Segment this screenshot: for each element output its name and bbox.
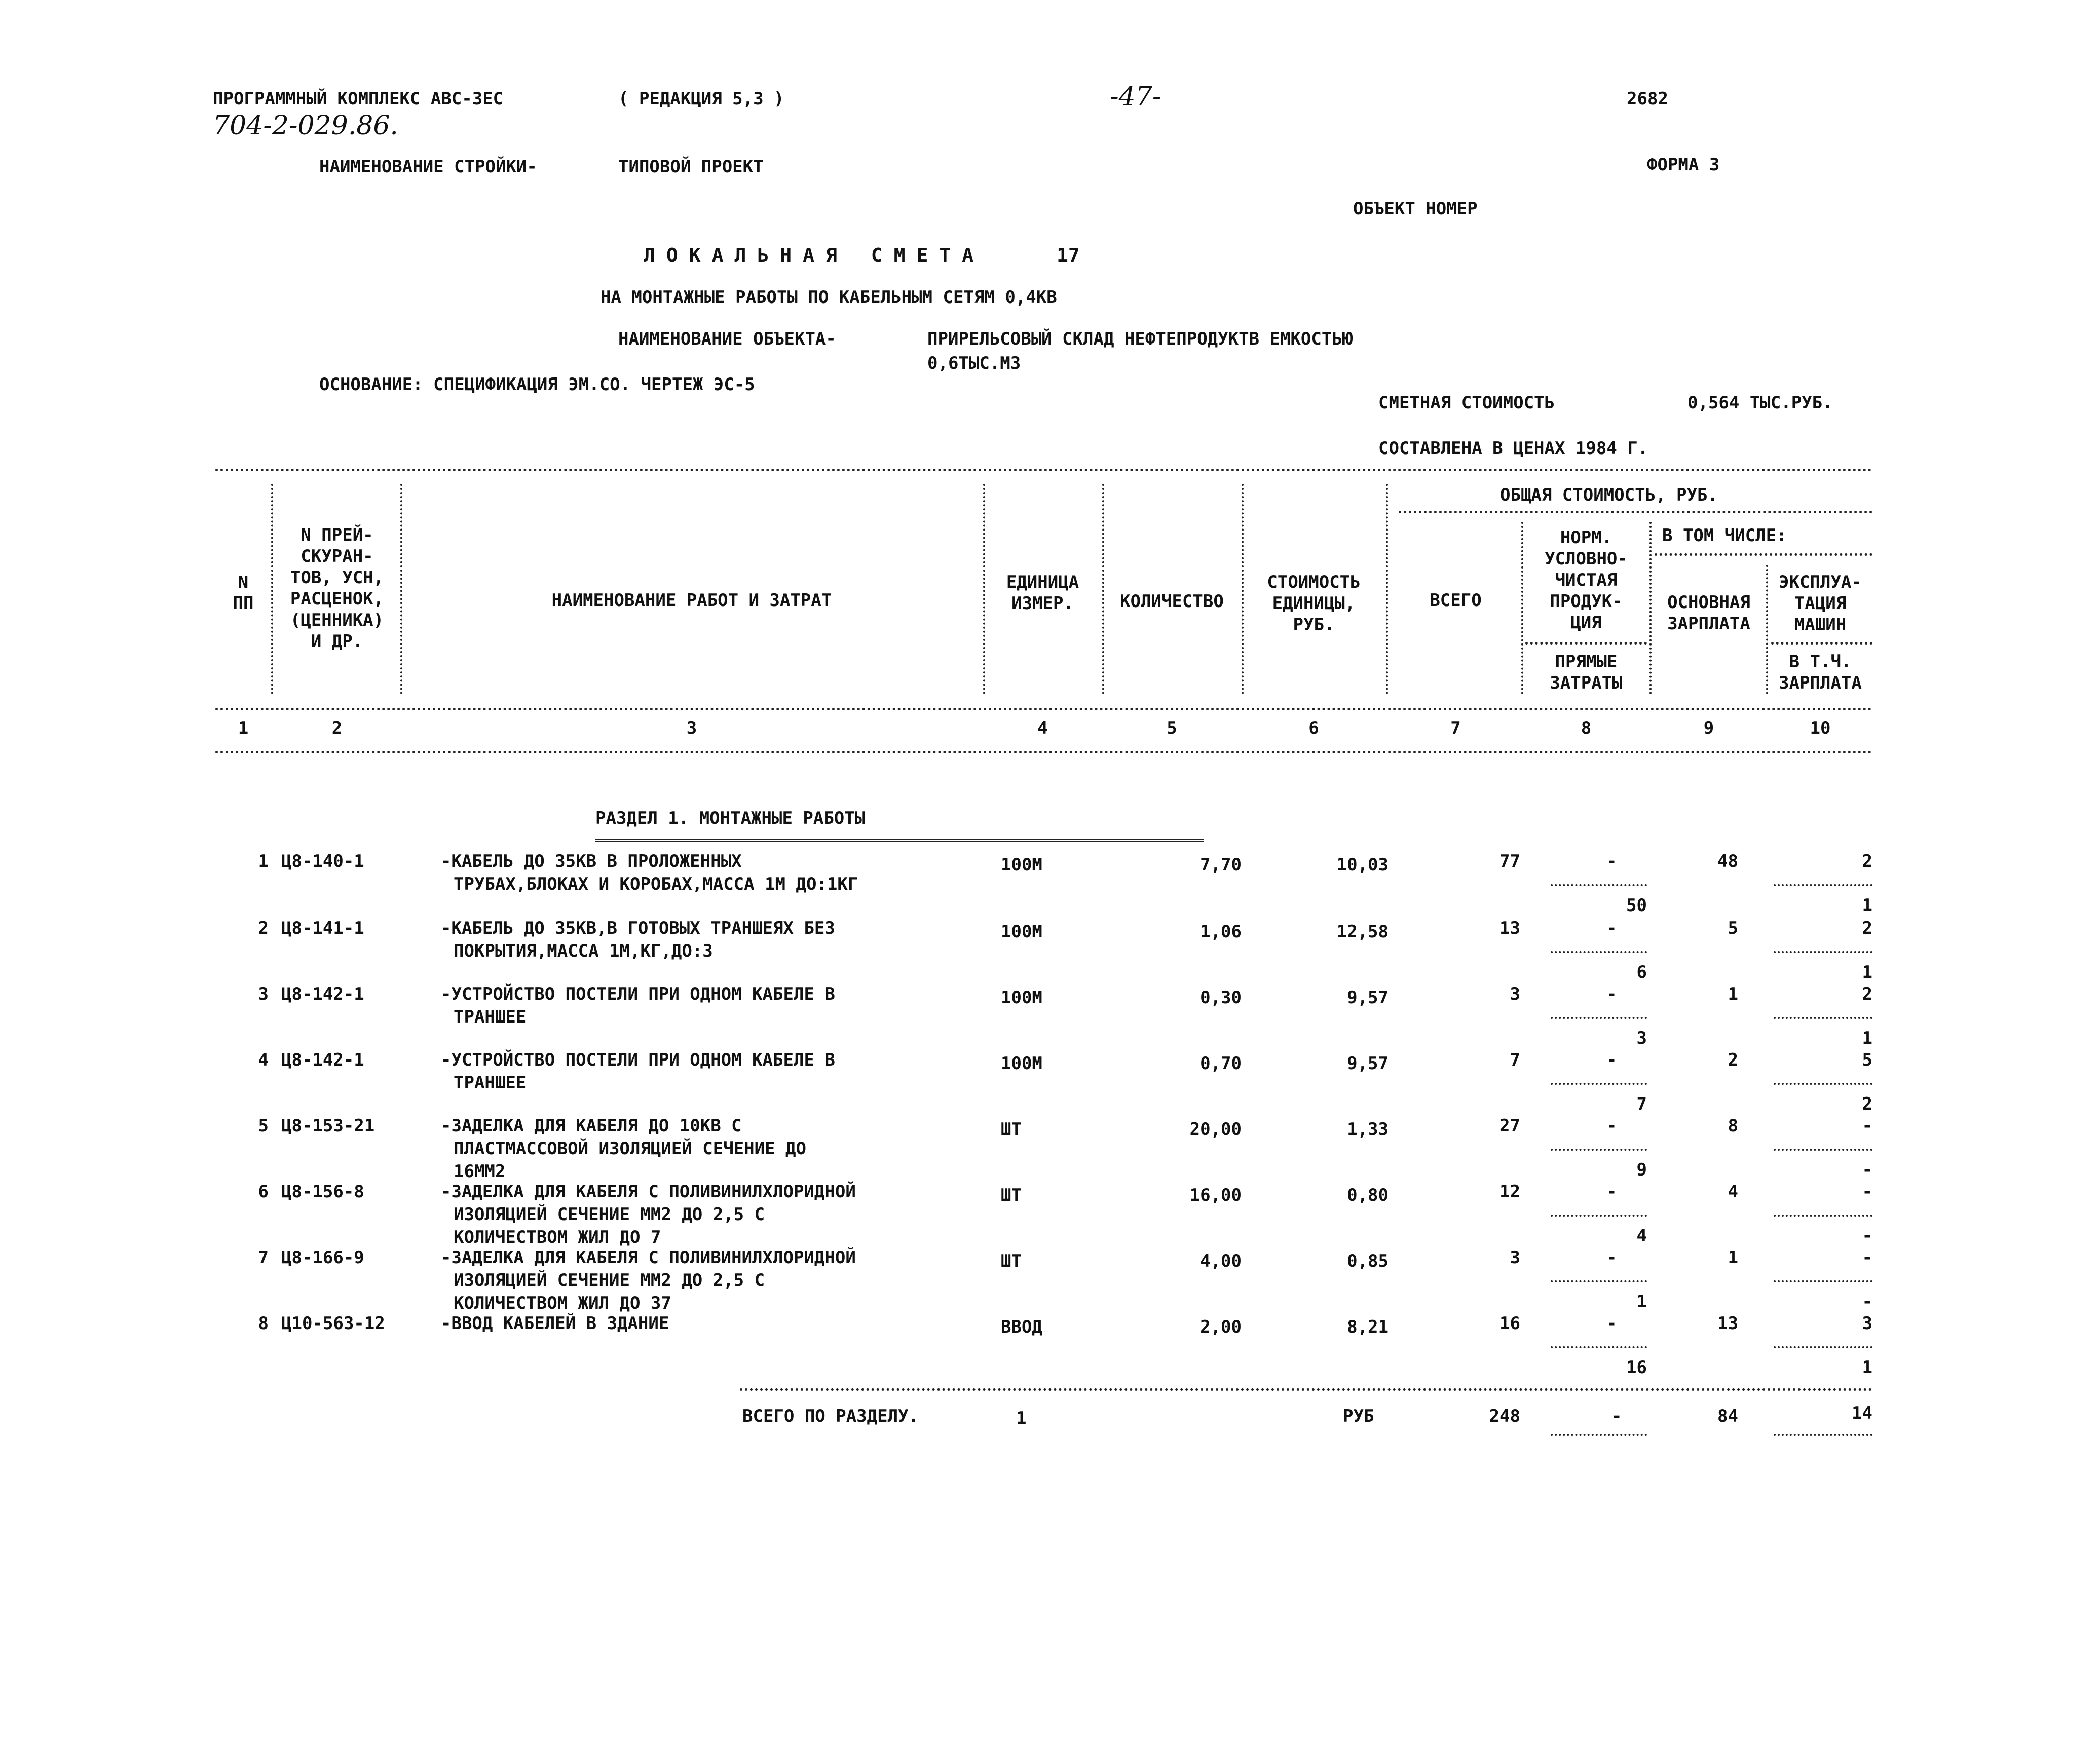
col-header-8b bbox=[1525, 651, 1647, 694]
form-number: ФОРМА 3 bbox=[1647, 155, 1720, 175]
row-number: 7 bbox=[258, 1247, 269, 1268]
document-title: ЛОКАЛЬНАЯ СМЕТА bbox=[644, 244, 985, 267]
row-unit-price: 10,03 bbox=[1336, 855, 1389, 875]
row-c8-rule bbox=[1551, 951, 1647, 953]
section-title-underline bbox=[595, 839, 1204, 842]
row-c10b: 1 bbox=[1862, 962, 1872, 982]
row-c8: - bbox=[1606, 1116, 1617, 1136]
section-total-c10: 14 bbox=[1852, 1403, 1872, 1423]
row-number: 3 bbox=[258, 984, 269, 1004]
row-name-line: -ВВОД КАБЕЛЕЙ В ЗДАНИЕ bbox=[441, 1313, 669, 1334]
section-total-c10-rule bbox=[1774, 1434, 1872, 1436]
handwritten-reference: 704-2-029.86. bbox=[213, 110, 398, 141]
col-header-2-line: ТОВ, УСН, bbox=[290, 567, 384, 588]
document-code: 2682 bbox=[1627, 89, 1668, 109]
row-c8b: 7 bbox=[1636, 1094, 1647, 1114]
row-quantity: 0,30 bbox=[1200, 988, 1242, 1008]
row-c10b: - bbox=[1862, 1226, 1872, 1246]
row-unit: ШТ bbox=[1001, 1185, 1022, 1205]
row-name-line: ТРАНШЕЕ bbox=[454, 1073, 527, 1093]
row-code: Ц8-166-9 bbox=[281, 1247, 364, 1268]
column-separator bbox=[1386, 484, 1388, 694]
row-c10: 2 bbox=[1862, 851, 1872, 872]
row-c10: - bbox=[1862, 1247, 1872, 1268]
row-total: 3 bbox=[1510, 984, 1520, 1004]
row-c8: - bbox=[1606, 1182, 1617, 1202]
col-header-6-line: СТОИМОСТЬ bbox=[1267, 572, 1361, 592]
row-total: 12 bbox=[1499, 1182, 1520, 1202]
col-header-10-line: ЭКСПЛУА- bbox=[1779, 572, 1862, 592]
col-header-2 bbox=[274, 524, 400, 652]
row-c10-rule bbox=[1774, 884, 1872, 886]
row-name-line: ТРУБАХ,БЛОКАХ И КОРОБАХ,МАССА 1М ДО:1КГ bbox=[454, 874, 858, 894]
col-header-9-line: ОСНОВНАЯ bbox=[1667, 592, 1750, 613]
row-c10b: 1 bbox=[1862, 1357, 1872, 1378]
col-number: 5 bbox=[1167, 718, 1177, 738]
col-header-4-line: ЕДИНИЦА bbox=[1006, 572, 1079, 592]
totals-top-rule bbox=[740, 1388, 1872, 1391]
row-quantity: 16,00 bbox=[1189, 1185, 1242, 1205]
col-header-2-line: СКУРАН- bbox=[301, 546, 373, 566]
total-group-rule bbox=[1399, 511, 1872, 513]
row-name-line: -ЗАДЕЛКА ДЛЯ КАБЕЛЯ ДО 10КВ С bbox=[441, 1116, 742, 1136]
row-number: 5 bbox=[258, 1116, 269, 1136]
row-c8-rule bbox=[1551, 1149, 1647, 1151]
row-name-line: КОЛИЧЕСТВОМ ЖИЛ ДО 37 bbox=[454, 1293, 671, 1313]
object-label: НАИМЕНОВАНИЕ ОБЪЕКТА- bbox=[618, 329, 836, 349]
document-title-number: 17 bbox=[1057, 244, 1080, 267]
row-c10-rule bbox=[1774, 1017, 1872, 1019]
row-c10b: 1 bbox=[1862, 895, 1872, 916]
row-code: Ц8-141-1 bbox=[281, 918, 364, 938]
column-separator bbox=[1649, 522, 1652, 694]
row-total: 7 bbox=[1510, 1050, 1520, 1070]
col-header-4-line: ИЗМЕР. bbox=[1011, 593, 1074, 614]
column-separator bbox=[1766, 565, 1768, 694]
column-separator bbox=[1521, 522, 1523, 694]
col-header-6 bbox=[1244, 572, 1383, 635]
column-separator bbox=[983, 484, 985, 694]
row-unit: ШТ bbox=[1001, 1119, 1022, 1140]
row-code: Ц8-153-21 bbox=[281, 1116, 375, 1136]
row-c10: 2 bbox=[1862, 918, 1872, 938]
row-quantity: 7,70 bbox=[1200, 855, 1242, 875]
row-c10-rule bbox=[1774, 1083, 1872, 1085]
row-number: 6 bbox=[258, 1182, 269, 1202]
row-name-line: -УСТРОЙСТВО ПОСТЕЛИ ПРИ ОДНОМ КАБЕЛЕ В bbox=[441, 984, 835, 1004]
row-c9: 5 bbox=[1728, 918, 1738, 938]
table-top-border bbox=[215, 469, 1872, 471]
row-c8b: 16 bbox=[1626, 1357, 1647, 1378]
row-c10b: 2 bbox=[1862, 1094, 1872, 1114]
row-c8: - bbox=[1606, 1313, 1617, 1334]
col-header-10b bbox=[1770, 651, 1871, 694]
edition: ( РЕДАКЦИЯ 5,3 ) bbox=[618, 89, 784, 109]
row-c10: 3 bbox=[1862, 1313, 1872, 1334]
col-header-2-line: РАСЦЕНОК, bbox=[290, 589, 384, 609]
object-value: ПРИРЕЛЬСОВЫЙ СКЛАД НЕФТЕПРОДУКТВ ЕМКОСТЬЮ bbox=[927, 329, 1353, 349]
col-header-9-line: ЗАРПЛАТА bbox=[1667, 614, 1750, 634]
total-group-header: ОБЩАЯ СТОИМОСТЬ, РУБ. bbox=[1500, 485, 1718, 505]
row-name-line: 16ММ2 bbox=[454, 1161, 506, 1182]
col-header-6-line: РУБ. bbox=[1293, 615, 1335, 635]
row-number: 8 bbox=[258, 1313, 269, 1334]
in-that-header: В ТОМ ЧИСЛЕ: bbox=[1662, 525, 1787, 546]
col-header-5: КОЛИЧЕСТВО bbox=[1120, 591, 1224, 612]
row-code: Ц8-156-8 bbox=[281, 1182, 364, 1202]
row-unit-price: 12,58 bbox=[1336, 922, 1389, 942]
row-unit-price: 0,80 bbox=[1347, 1185, 1389, 1205]
basis: ОСНОВАНИЕ: СПЕЦИФИКАЦИЯ ЭМ.СО. ЧЕРТЕЖ ЭС-5 bbox=[319, 374, 755, 395]
row-name-line: ПОКРЫТИЯ,МАССА 1М,КГ,ДО:3 bbox=[454, 941, 713, 961]
col-header-2-line: N ПРЕЙ- bbox=[301, 525, 373, 545]
col-header-8-line: ПРОДУК- bbox=[1550, 591, 1623, 612]
col-number: 2 bbox=[331, 718, 343, 738]
col-number: 1 bbox=[238, 718, 249, 738]
col-number: 6 bbox=[1308, 718, 1319, 738]
row-name-line: ПЛАСТМАССОВОЙ ИЗОЛЯЦИЕЙ СЕЧЕНИЕ ДО bbox=[454, 1139, 806, 1159]
row-c9: 13 bbox=[1717, 1313, 1738, 1334]
col-header-10b-line: В Т.Ч. bbox=[1789, 652, 1852, 672]
col-header-1-line: N bbox=[238, 573, 249, 593]
row-unit-price: 8,21 bbox=[1347, 1317, 1389, 1337]
col-header-2-line: И ДР. bbox=[311, 631, 363, 652]
row-c8-rule bbox=[1551, 1083, 1647, 1085]
section-total-c8: - bbox=[1611, 1406, 1622, 1426]
row-name-line: ИЗОЛЯЦИЕЙ СЕЧЕНИЕ ММ2 ДО 2,5 С bbox=[454, 1270, 765, 1291]
row-code: Ц10-563-12 bbox=[281, 1313, 385, 1334]
row-c10-rule bbox=[1774, 951, 1872, 953]
section-total-label: ВСЕГО ПО РАЗДЕЛУ. bbox=[742, 1406, 919, 1426]
row-unit: 100М bbox=[1001, 1053, 1042, 1074]
program-name: ПРОГРАММНЫЙ КОМПЛЕКС АВС-ЗЕС bbox=[213, 89, 504, 109]
col-header-2-line: (ЦЕННИКА) bbox=[290, 610, 384, 630]
row-total: 77 bbox=[1499, 851, 1520, 872]
row-c10: 5 bbox=[1862, 1050, 1872, 1070]
row-code: Ц8-142-1 bbox=[281, 1050, 364, 1070]
row-c8: - bbox=[1606, 851, 1617, 872]
section-total-c9: 84 bbox=[1717, 1406, 1738, 1426]
column-numbers-bottom-border bbox=[215, 751, 1872, 753]
header-bottom-border bbox=[215, 708, 1872, 710]
row-unit: 100М bbox=[1001, 922, 1042, 942]
row-total: 27 bbox=[1499, 1116, 1520, 1136]
row-c9: 2 bbox=[1728, 1050, 1738, 1070]
col-number: 9 bbox=[1703, 718, 1714, 738]
estimated-cost-value: 0,564 ТЫС.РУБ. bbox=[1688, 393, 1833, 413]
in-that-rule bbox=[1655, 553, 1872, 556]
col-header-3: НАИМЕНОВАНИЕ РАБОТ И ЗАТРАТ bbox=[551, 590, 832, 611]
section-total-currency: РУБ bbox=[1343, 1406, 1374, 1426]
col-header-9 bbox=[1653, 592, 1765, 634]
row-c8b: 1 bbox=[1636, 1292, 1647, 1312]
row-quantity: 2,00 bbox=[1200, 1317, 1242, 1337]
c8-split-rule bbox=[1525, 642, 1647, 645]
row-c8: - bbox=[1606, 1247, 1617, 1268]
row-unit-price: 1,33 bbox=[1347, 1119, 1389, 1140]
col-header-10-line: МАШИН bbox=[1794, 615, 1847, 635]
row-quantity: 1,06 bbox=[1200, 922, 1242, 942]
section-total-c8-rule bbox=[1551, 1434, 1647, 1436]
row-unit: ШТ bbox=[1001, 1251, 1022, 1271]
price-basis: СОСТАВЛЕНА В ЦЕНАХ 1984 Г. bbox=[1378, 438, 1648, 459]
col-number: 4 bbox=[1037, 718, 1048, 738]
row-c10b: - bbox=[1862, 1292, 1872, 1312]
column-separator bbox=[271, 484, 273, 694]
row-name-line: ТРАНШЕЕ bbox=[454, 1007, 527, 1027]
col-number: 8 bbox=[1581, 718, 1592, 738]
col-header-8-line: ЦИЯ bbox=[1570, 613, 1602, 633]
row-code: Ц8-140-1 bbox=[281, 851, 364, 872]
row-number: 4 bbox=[258, 1050, 269, 1070]
row-name-line: -ЗАДЕЛКА ДЛЯ КАБЕЛЯ С ПОЛИВИНИЛХЛОРИДНОЙ bbox=[441, 1182, 856, 1202]
row-c8b: 6 bbox=[1636, 962, 1647, 982]
column-separator bbox=[1102, 484, 1104, 694]
row-code: Ц8-142-1 bbox=[281, 984, 364, 1004]
page-number: -47- bbox=[1110, 82, 1161, 112]
row-c10b: - bbox=[1862, 1160, 1872, 1180]
row-name-line: -ЗАДЕЛКА ДЛЯ КАБЕЛЯ С ПОЛИВИНИЛХЛОРИДНОЙ bbox=[441, 1247, 856, 1268]
column-separator bbox=[1242, 484, 1244, 694]
col-header-10b-line: ЗАРПЛАТА bbox=[1779, 673, 1862, 693]
row-c8-rule bbox=[1551, 1017, 1647, 1019]
row-name-line: -КАБЕЛЬ ДО 35КВ,В ГОТОВЫХ ТРАНШЕЯХ БЕЗ bbox=[441, 918, 835, 938]
estimated-cost-label: СМЕТНАЯ СТОИМОСТЬ bbox=[1378, 393, 1555, 413]
row-c10: - bbox=[1862, 1116, 1872, 1136]
row-c9: 4 bbox=[1728, 1182, 1738, 1202]
row-name-line: -КАБЕЛЬ ДО 35КВ В ПРОЛОЖЕННЫХ bbox=[441, 851, 742, 872]
col-number: 3 bbox=[686, 718, 697, 738]
column-separator bbox=[400, 484, 402, 694]
col-number: 10 bbox=[1810, 718, 1831, 738]
row-c10: 2 bbox=[1862, 984, 1872, 1004]
row-c8: - bbox=[1606, 918, 1617, 938]
row-unit: 100М bbox=[1001, 855, 1042, 875]
row-number: 2 bbox=[258, 918, 269, 938]
col-header-8b-line: ПРЯМЫЕ bbox=[1555, 652, 1618, 672]
row-c8-rule bbox=[1551, 884, 1647, 886]
row-c8b: 50 bbox=[1626, 895, 1647, 916]
row-c9: 48 bbox=[1717, 851, 1738, 872]
row-c9: 1 bbox=[1728, 1247, 1738, 1268]
col-header-4 bbox=[986, 572, 1100, 614]
row-quantity: 0,70 bbox=[1200, 1053, 1242, 1074]
row-total: 16 bbox=[1499, 1313, 1520, 1334]
row-name-line: -УСТРОЙСТВО ПОСТЕЛИ ПРИ ОДНОМ КАБЕЛЕ В bbox=[441, 1050, 835, 1070]
row-c8-rule bbox=[1551, 1280, 1647, 1282]
row-quantity: 20,00 bbox=[1189, 1119, 1242, 1140]
row-c9: 1 bbox=[1728, 984, 1738, 1004]
construction-value: ТИПОВОЙ ПРОЕКТ bbox=[618, 157, 764, 177]
row-c10-rule bbox=[1774, 1149, 1872, 1151]
row-c10-rule bbox=[1774, 1280, 1872, 1282]
col-header-1 bbox=[223, 573, 264, 613]
row-c8b: 4 bbox=[1636, 1226, 1647, 1246]
construction-label: НАИМЕНОВАНИЕ СТРОЙКИ- bbox=[319, 157, 537, 177]
row-c9: 8 bbox=[1728, 1116, 1738, 1136]
row-unit-price: 9,57 bbox=[1347, 988, 1389, 1008]
c10-split-rule bbox=[1771, 642, 1872, 645]
row-total: 13 bbox=[1499, 918, 1520, 938]
row-name-line: КОЛИЧЕСТВОМ ЖИЛ ДО 7 bbox=[454, 1227, 661, 1247]
section-total-number: 1 bbox=[1016, 1408, 1027, 1428]
col-header-1-line: ПП bbox=[233, 593, 254, 613]
row-number: 1 bbox=[258, 851, 269, 872]
row-total: 3 bbox=[1510, 1247, 1520, 1268]
col-header-8 bbox=[1525, 527, 1647, 633]
section-title: РАЗДЕЛ 1. МОНТАЖНЫЕ РАБОТЫ bbox=[595, 808, 866, 828]
row-c8: - bbox=[1606, 984, 1617, 1004]
row-c8: - bbox=[1606, 1050, 1617, 1070]
col-header-10-line: ТАЦИЯ bbox=[1794, 593, 1847, 614]
row-c8-rule bbox=[1551, 1346, 1647, 1348]
col-header-10 bbox=[1770, 572, 1871, 635]
row-unit-price: 0,85 bbox=[1347, 1251, 1389, 1271]
row-c10: - bbox=[1862, 1182, 1872, 1202]
document-subtitle: НА МОНТАЖНЫЕ РАБОТЫ ПО КАБЕЛЬНЫМ СЕТЯМ 0,4КВ bbox=[601, 287, 1057, 308]
col-header-7: ВСЕГО bbox=[1430, 590, 1482, 611]
section-total-value: 248 bbox=[1489, 1406, 1520, 1426]
row-name-line: ИЗОЛЯЦИЕЙ СЕЧЕНИЕ ММ2 ДО 2,5 С bbox=[454, 1204, 765, 1225]
row-c10b: 1 bbox=[1862, 1028, 1872, 1048]
object-value-capacity: 0,6ТЫС.М3 bbox=[927, 353, 1021, 373]
row-c8b: 3 bbox=[1636, 1028, 1647, 1048]
row-unit: ВВОД bbox=[1001, 1317, 1042, 1337]
col-header-8-line: УСЛОВНО- bbox=[1545, 549, 1628, 569]
col-number: 7 bbox=[1450, 718, 1461, 738]
row-unit-price: 9,57 bbox=[1347, 1053, 1389, 1074]
col-header-8-line: НОРМ. bbox=[1560, 527, 1613, 548]
row-c8b: 9 bbox=[1636, 1160, 1647, 1180]
row-c10-rule bbox=[1774, 1346, 1872, 1348]
col-header-6-line: ЕДИНИЦЫ, bbox=[1272, 593, 1356, 614]
row-unit: 100М bbox=[1001, 988, 1042, 1008]
col-header-8b-line: ЗАТРАТЫ bbox=[1550, 673, 1623, 693]
object-number-label: ОБЪЕКТ НОМЕР bbox=[1353, 199, 1478, 219]
row-quantity: 4,00 bbox=[1200, 1251, 1242, 1271]
col-header-8-line: ЧИСТАЯ bbox=[1555, 570, 1618, 590]
row-c10-rule bbox=[1774, 1215, 1872, 1217]
row-c8-rule bbox=[1551, 1215, 1647, 1217]
